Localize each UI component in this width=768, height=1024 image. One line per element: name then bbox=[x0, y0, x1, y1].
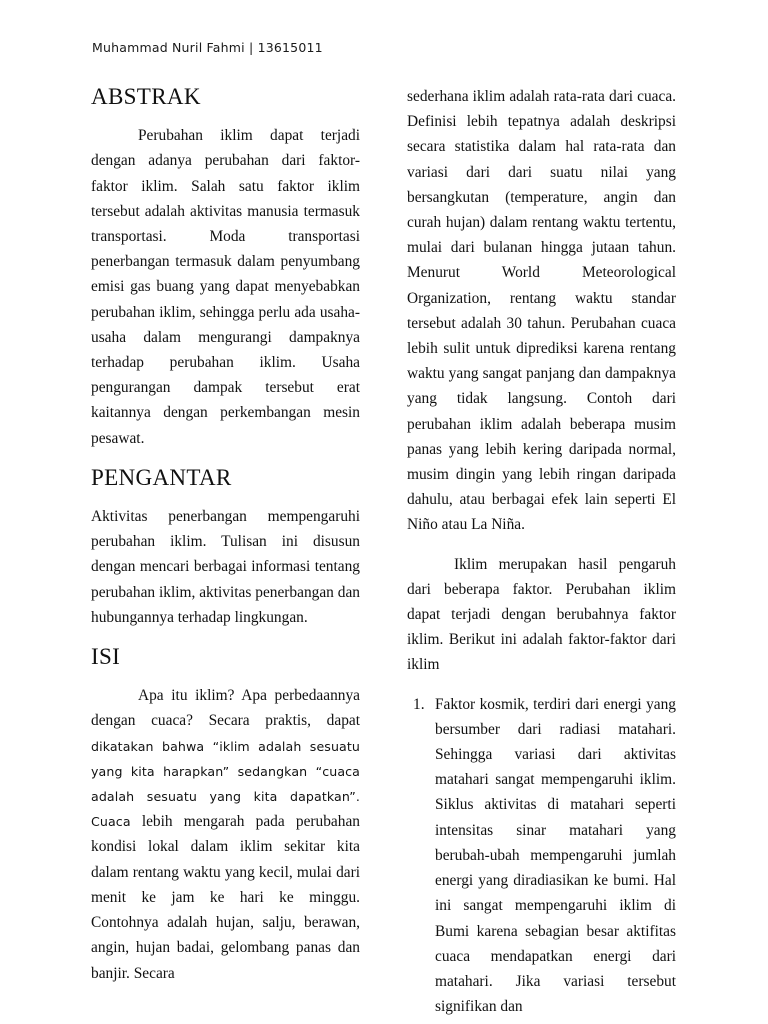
list-item bbox=[407, 692, 676, 1020]
faktor-list bbox=[407, 692, 676, 1020]
isi-p1-quote: dikatakan bahwa “iklim adalah sesuatu yang kita harapkan” sedangkan “cuaca adalah sesuatu yang kita dapatkan”. Cuaca bbox=[91, 738, 360, 830]
right-column bbox=[407, 84, 676, 1019]
abstrak-paragraph: Perubahan iklim dapat terjadi dengan adanya perubahan dari faktor-faktor iklim. Salah satu faktor iklim tersebut adalah aktivitas manusia termasuk transportasi. Moda transportasi penerbangan termasuk dalam penyumbang emisi gas buang yang dapat menyebabkan perubahan iklim, sehingga perlu ada usaha-usaha dalam mengurangi dampaknya terhadap perubahan iklim. Usaha pengurangan dampak tersebut erat kaitannya dengan perkembangan mesin pesawat. bbox=[91, 127, 360, 447]
pengantar-heading: PENGANTAR bbox=[91, 463, 232, 490]
isi-paragraph-1-continued: sederhana iklim adalah rata-rata dari cuaca. Definisi lebih tepatnya adalah deskripsi secara statistika dalam hal rata-rata dan variasi dari dari suatu nilai yang bersangkutan (temperature, angin dan curah hujan) dalam rentang waktu tertentu, mulai dari bulanan hingga jutaan tahun. Menurut World Meteorological Organization, rentang waktu standar tersebut adalah 30 tahun. Perubahan cuaca lebih sulit untuk diprediksi karena rentang waktu yang sangat panjang dan dampaknya yang tidak langsung. Contoh dari perubahan iklim adalah beberapa musim panas yang lebih kering daripada normal, musim dingin yang lebih ringan daripada dahulu, atau berbagai efek lain seperti El Niño atau La Niña. bbox=[407, 88, 676, 534]
abstrak-heading: ABSTRAK bbox=[91, 83, 201, 109]
author-header: Muhammad Nuril Fahmi | 13615011 bbox=[92, 40, 323, 55]
isi-p1-end: lebih mengarah pada perubahan kondisi lokal dalam iklim sekitar kita dalam rentang waktu yang kecil, mulai dari menit ke jam ke hari ke minggu. Contohnya adalah hujan, salju, berawan, angin, hujan badai, gelombang panas dan banjir. Secara bbox=[91, 813, 360, 982]
isi-heading: ISI bbox=[91, 643, 121, 670]
isi-paragraph-1 bbox=[91, 683, 360, 985]
isi-paragraph-2: Iklim merupakan hasil pengaruh dari beberapa faktor. Perubahan iklim dapat terjadi dengan berubahnya faktor iklim. Berikut ini adalah faktor-faktor dari iklim bbox=[407, 555, 676, 674]
list-item-number: 1. bbox=[413, 695, 425, 713]
isi-p1-start: Apa itu iklim? Apa perbedaannya dengan cuaca? Secara praktis, dapat bbox=[91, 687, 360, 730]
left-column bbox=[91, 84, 360, 986]
pengantar-paragraph: Aktivitas penerbangan mempengaruhi perubahan iklim. Tulisan ini disusun dengan mencari berbagai informasi tentang perubahan iklim, aktivitas penerbangan dan hubungannya terhadap lingkungan. bbox=[91, 508, 360, 626]
list-item-text: Faktor kosmik, terdiri dari energi yang bersumber dari radiasi matahari. Sehingga variasi dari aktivitas matahari sangat mempengaruhi iklim. Siklus aktivitas di matahari seperti intensitas sinar matahari yang berubah-ubah mempengaruhi jumlah energi yang diradiasikan ke bumi. Hal ini sangat mempengaruhi iklim di Bumi karena sebagian besar aktifitas cuaca mendapatkan energi dari matahari. Jika variasi tersebut signifikan dan bbox=[435, 695, 676, 1016]
